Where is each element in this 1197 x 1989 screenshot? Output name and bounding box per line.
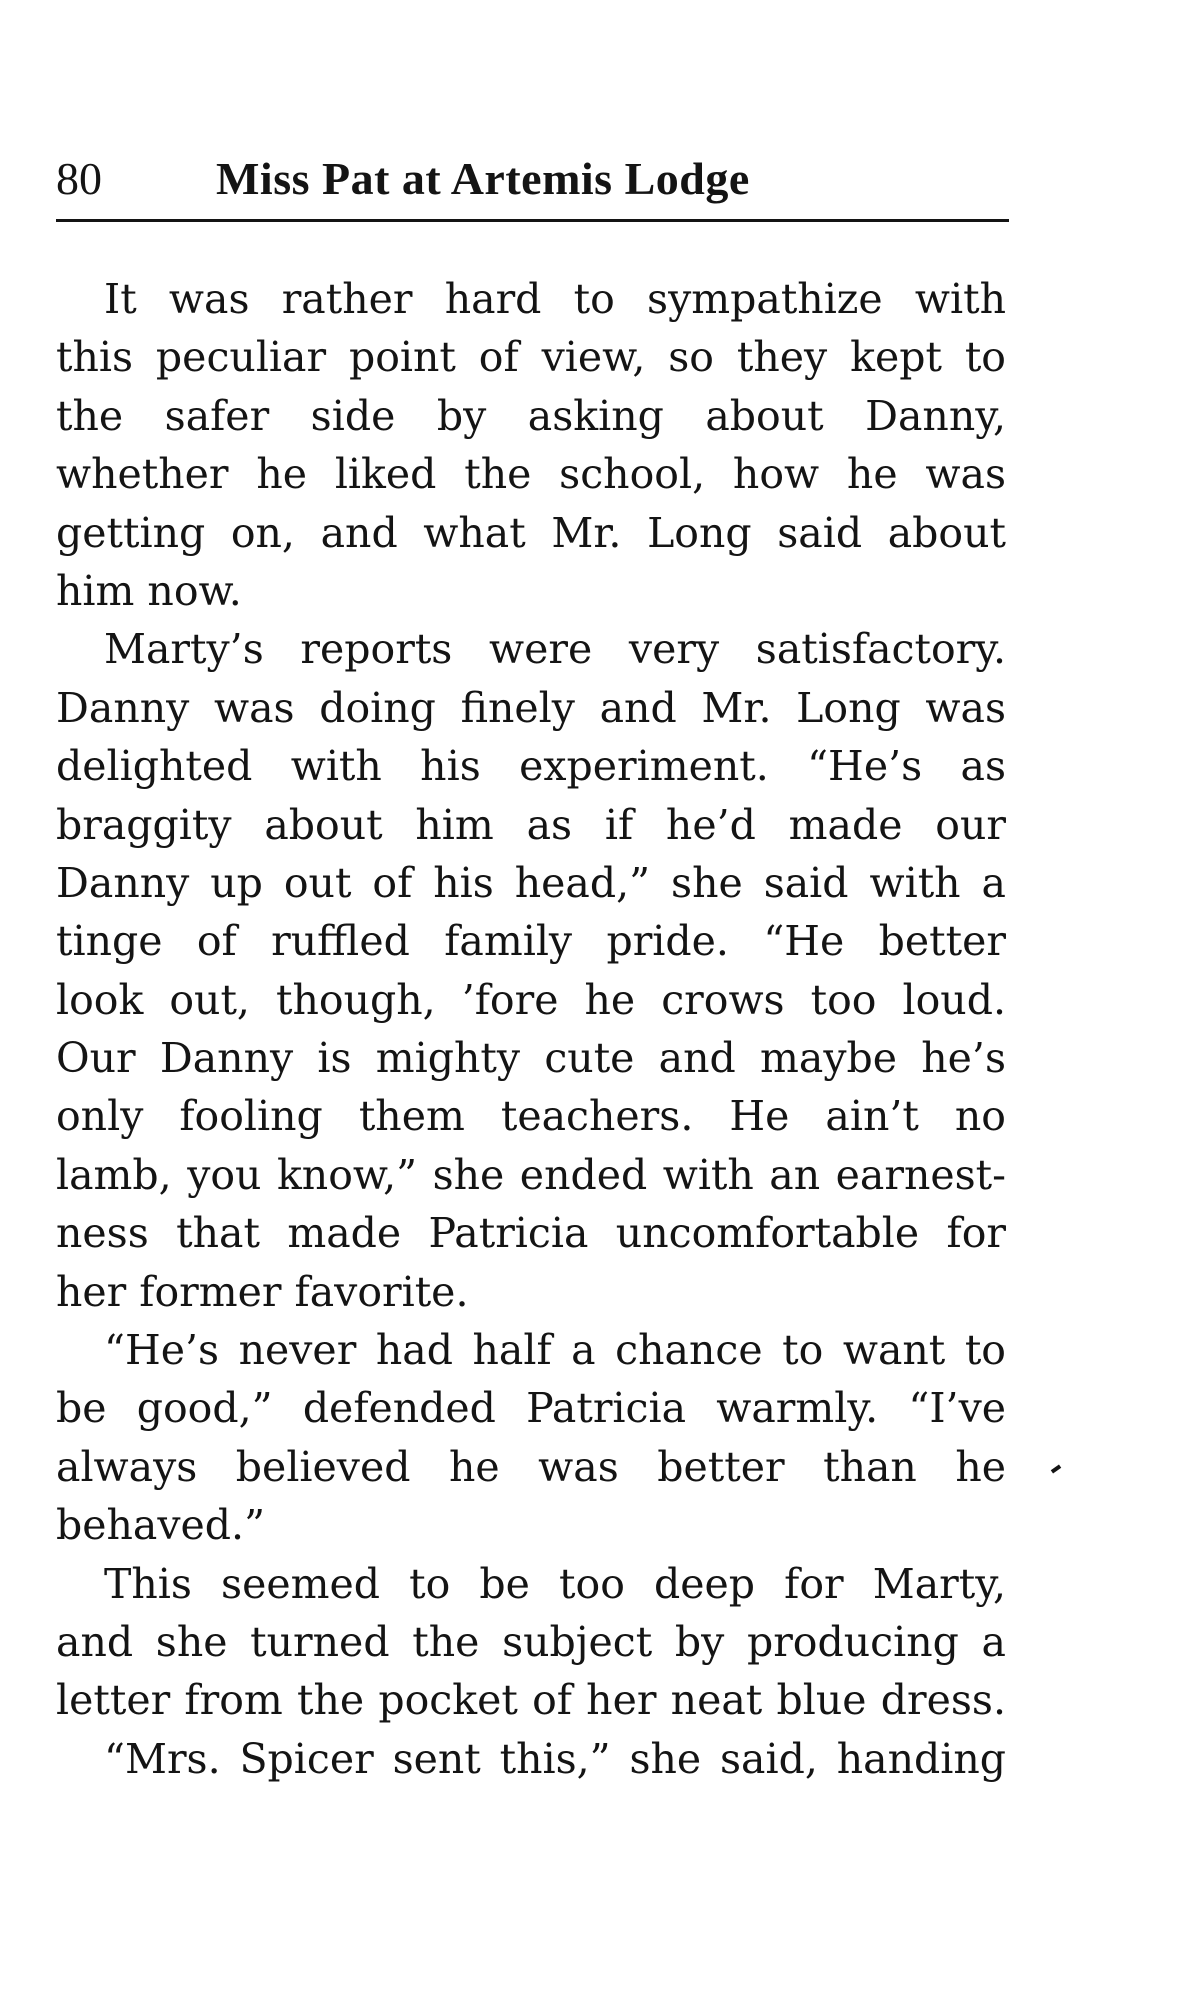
- text-line: letter from the pocket of her neat blue dress.: [56, 1676, 1006, 1725]
- text-line: “Mrs. Spicer sent this,” she said, handing: [104, 1734, 1006, 1783]
- text-line: lamb, you know,” she ended with an earnest-: [56, 1150, 1006, 1199]
- text-line: braggity about him as if he’d made our: [56, 800, 1006, 849]
- text-line: and she turned the subject by producing a: [56, 1617, 1006, 1666]
- text-line: Danny up out of his head,” she said with a: [56, 858, 1006, 907]
- text-line: behaved.”: [56, 1501, 266, 1550]
- text-line: “He’s never had half a chance to want to: [104, 1326, 1006, 1375]
- margin-mark: [1051, 1464, 1061, 1473]
- text-line: It was rather hard to sympathize with: [104, 275, 1006, 323]
- book-title: Miss Pat at Artemis Lodge: [216, 153, 750, 204]
- text-line: this peculiar point of view, so they kept to: [56, 333, 1006, 382]
- text-line: her former favorite.: [56, 1267, 469, 1316]
- text-line: always believed he was better than he: [56, 1442, 1006, 1491]
- text-line: the safer side by asking about Danny,: [56, 391, 1006, 440]
- text-line: whether he liked the school, how he was: [56, 450, 1006, 499]
- page-number: 80: [56, 153, 102, 204]
- text-line: This seemed to be too deep for Marty,: [104, 1559, 1006, 1608]
- text-line: delighted with his experiment. “He’s as: [56, 742, 1006, 791]
- text-line: tinge of ruffled family pride. “He better: [56, 917, 1006, 966]
- text-line: be good,” defended Patricia warmly. “I’ve: [56, 1384, 1006, 1433]
- text-line: look out, though, ’fore he crows too loud.: [56, 975, 1006, 1024]
- running-head: [56, 150, 1009, 208]
- header-rule: [56, 219, 1009, 222]
- text-line: Danny was doing finely and Mr. Long was: [56, 683, 1006, 732]
- body-text: [56, 270, 1006, 1788]
- text-line: him now.: [56, 566, 242, 615]
- text-line: Marty’s reports were very satisfactory.: [104, 625, 1006, 674]
- text-line: Our Danny is mighty cute and maybe he’s: [56, 1034, 1006, 1083]
- text-line: getting on, and what Mr. Long said about: [56, 508, 1006, 557]
- text-line: only fooling them teachers. He ain’t no: [56, 1092, 1006, 1141]
- text-line: ness that made Patricia uncomfortable for: [56, 1209, 1006, 1258]
